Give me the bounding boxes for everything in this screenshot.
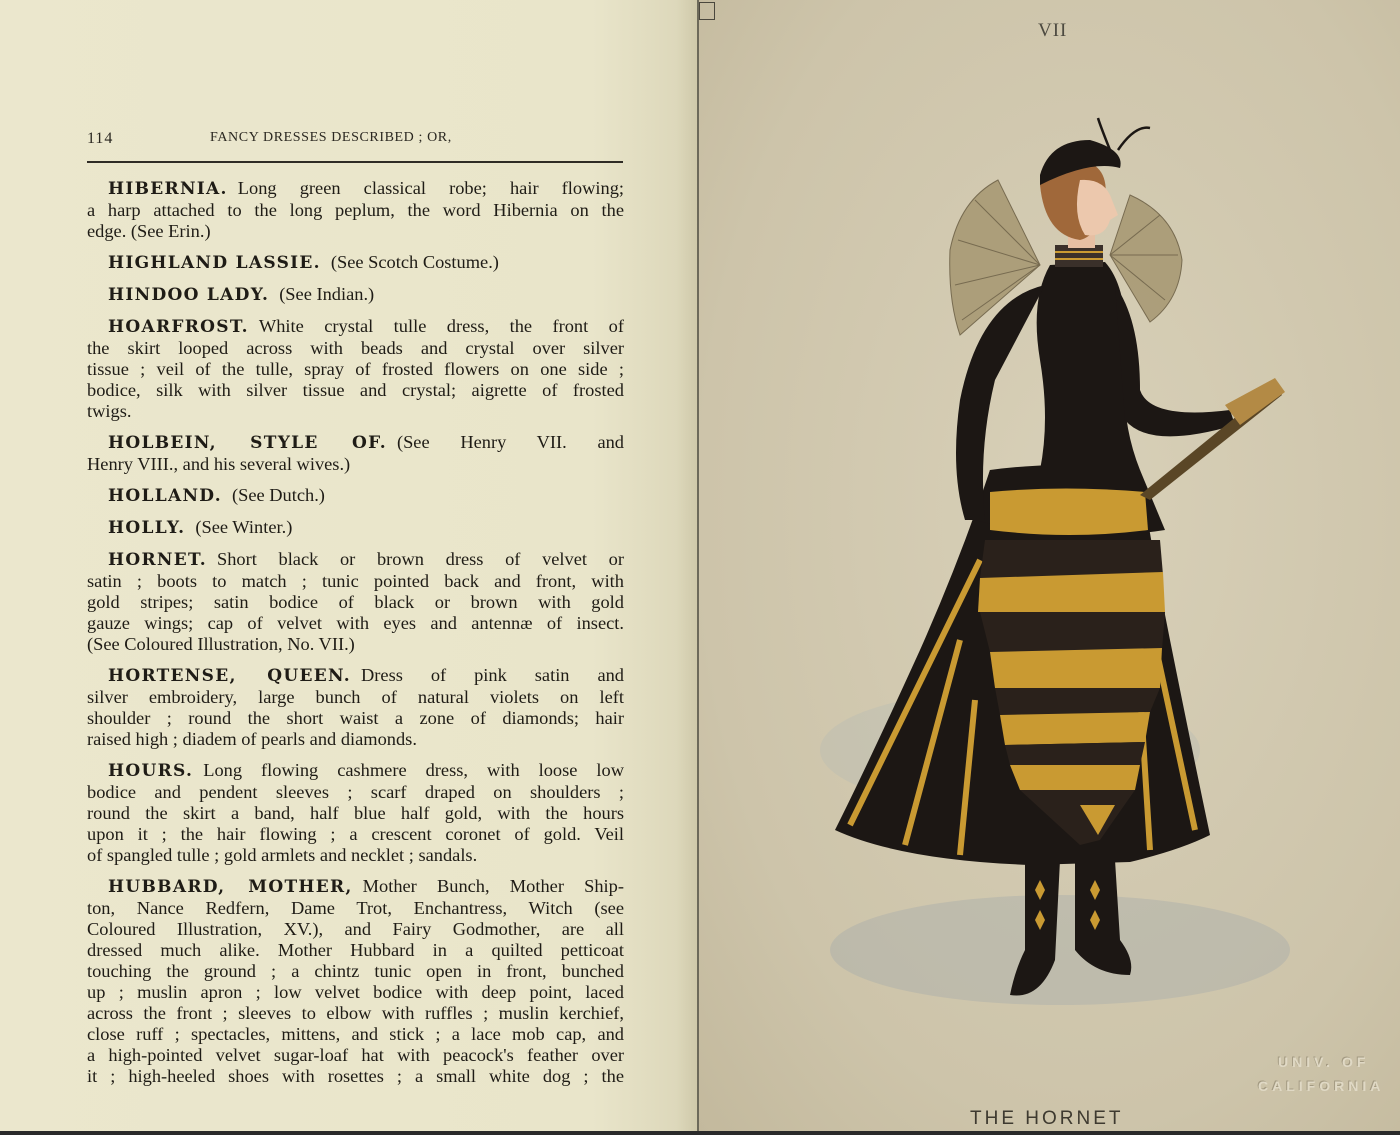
entry-text: Short black or brown dress of velvet or: [216, 549, 624, 569]
entry-text: bodice and pendent sleeves ; scarf draped on shoulders ;: [87, 782, 624, 802]
entry-text: Dress of pink satin and: [361, 665, 624, 685]
fan-top: [1225, 378, 1285, 425]
entry-text: upon it ; the hair flowing ; a crescent coronet of gold. Veil: [87, 824, 624, 844]
entry-text: silver embroidery, large bunch of natural violets on left: [87, 687, 624, 707]
ground-shadow: [830, 895, 1290, 1005]
entry-text: a high-pointed velvet sugar-loaf hat with peacock's feather over: [87, 1045, 624, 1065]
face: [1077, 180, 1118, 236]
running-title: FANCY DRESSES DESCRIBED ; OR,: [210, 130, 452, 145]
entry-headword: HOLBEIN, STYLE OF.: [108, 433, 387, 453]
entry-text: close ruff ; spectacles, mittens, and stick ; a lace mob cap, and: [87, 1024, 624, 1044]
entry-text: satin ; boots to match ; tunic pointed back and front, with: [87, 571, 624, 591]
entry-text: White crystal tulle dress, the front of: [258, 316, 624, 336]
library-stamp-line2: CALIFORNIA: [1258, 1078, 1385, 1094]
arm-right: [1115, 285, 1235, 436]
scan-edge: [0, 1131, 1400, 1135]
plate-caption: THE HORNET: [970, 1108, 1124, 1129]
entry-headword: HIGHLAND LASSIE.: [108, 253, 321, 273]
entry-text: Long green classical robe; hair flowing;: [237, 178, 624, 198]
entry-text: raised high ; diadem of pearls and diamonds.: [87, 729, 417, 749]
entry-text: (See Scotch Costume.): [330, 252, 499, 272]
entry-headword: HOLLY.: [108, 518, 186, 538]
library-stamp-line1: UNIV. OF: [1278, 1054, 1370, 1070]
entry-headword: HOARFROST.: [108, 317, 249, 337]
entry-text: (See Indian.): [279, 284, 375, 304]
page-number: 114: [87, 130, 114, 147]
entry-text: ton, Nance Redfern, Dame Trot, Enchantress, Witch (see: [87, 898, 624, 918]
entry-headword: HOLLAND.: [108, 486, 222, 506]
entry-text: up ; muslin apron ; low velvet bodice with deep point, laced: [87, 982, 624, 1002]
entry-headword: HORNET.: [108, 550, 207, 570]
entry-text: dressed much alike. Mother Hubbard in a quilted petticoat: [87, 940, 624, 960]
entry-text: gold stripes; satin bodice of black or brown with gold: [87, 592, 624, 612]
entry-text: round the skirt a band, half blue half gold, with the hours: [87, 803, 624, 823]
entry-headword: HORTENSE, QUEEN.: [108, 666, 351, 686]
entry-headword: HINDOO LADY.: [108, 285, 270, 305]
entry-text: a harp attached to the long peplum, the word Hibernia on the: [87, 200, 624, 220]
entry-text: bodice, silk with silver tissue and crystal; aigrette of frosted: [87, 380, 624, 400]
entry-text: edge. (See Erin.): [87, 221, 211, 241]
collar: [1055, 245, 1103, 267]
entry-text: shoulder ; round the short waist a zone of diamonds; hair: [87, 708, 624, 728]
entry-text: Henry VIII., and his several wives.): [87, 454, 351, 474]
entry-text: twigs.: [87, 401, 132, 421]
entry-headword: HUBBARD, MOTHER,: [108, 877, 353, 897]
plate-number: VII: [1038, 20, 1068, 41]
entry-text: gauze wings; cap of velvet with eyes and antennæ of insect.: [87, 613, 624, 633]
entry-text: of spangled tulle ; gold armlets and necklet ; sandals.: [87, 845, 478, 865]
entry-text: across the front ; sleeves to elbow with ruffles ; muslin kerchief,: [87, 1003, 624, 1023]
entry-text: touching the ground ; a chintz tunic open in front, bunched: [87, 961, 624, 981]
entry-text: it ; high-heeled shoes with rosettes ; a small white dog ; the: [87, 1066, 624, 1086]
entry-text: the skirt looped across with beads and crystal over silver: [87, 338, 624, 358]
entry-headword: HIBERNIA.: [108, 179, 228, 199]
entry-text: Coloured Illustration, XV.), and Fairy Godmother, are all: [87, 919, 624, 939]
entry-text: (See Henry VII. and: [396, 432, 624, 452]
antennae-icon: [1098, 118, 1150, 150]
entry-text: Mother Bunch, Mother Ship-: [362, 876, 624, 896]
entry-text: tissue ; veil of the tulle, spray of frosted flowers on one side ;: [87, 359, 624, 379]
entry-text: (See Coloured Illustration, No. VII.): [87, 634, 355, 654]
entry-text: Long flowing cashmere dress, with loose low: [203, 760, 624, 780]
entry-headword: HOURS.: [108, 761, 194, 781]
entry-text: (See Dutch.): [231, 485, 325, 505]
entry-text: (See Winter.): [195, 517, 293, 537]
